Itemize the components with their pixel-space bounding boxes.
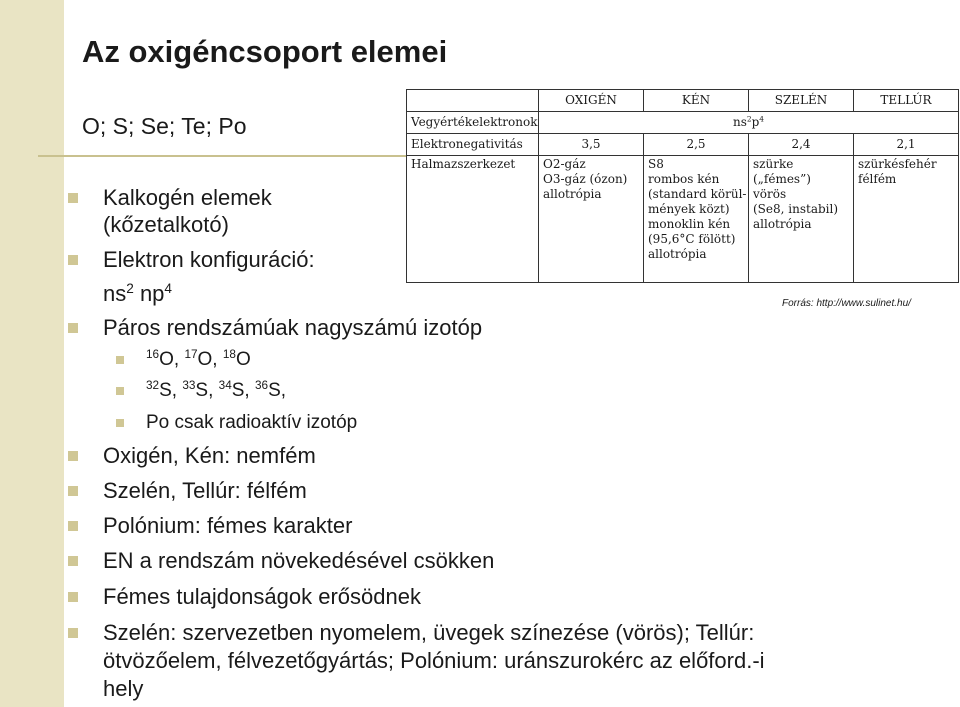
row-label-valence: Vegyértékelektronok (407, 112, 539, 134)
square-bullet-icon (68, 451, 78, 461)
square-bullet-icon (68, 255, 78, 265)
bullet-text: Páros rendszámúak nagyszámú izotóp (103, 315, 483, 340)
table-header-sulfur: KÉN (644, 90, 749, 112)
slide-title: Az oxigéncsoport elemei (82, 34, 448, 69)
left-decorative-band (0, 0, 64, 707)
square-bullet-icon (68, 323, 78, 333)
structure-tellurium: szürkésfehér félfém (854, 156, 959, 283)
valence-value: $ns^2p^4$ (539, 112, 959, 134)
en-sulfur: 2,5 (644, 134, 749, 156)
properties-table (406, 89, 959, 283)
structure-selenium: szürke („fémes”) vörös (Se8, instabil) allotrópia (749, 156, 854, 283)
bullet-text: Polónium: fémes karakter (103, 513, 353, 538)
bullet-text: Kalkogén elemek (103, 185, 272, 210)
table-header-empty (407, 90, 539, 112)
sulfur-isotopes: $^{32}$S, $^{33}$S, $^{34}$S, $^{36}$S, (146, 378, 287, 401)
en-oxygen: 3,5 (539, 134, 644, 156)
bullet-text: (kőzetalkotó) (103, 212, 229, 237)
bullet-text: hely (103, 676, 144, 701)
bullet-text: Fémes tulajdonságok erősödnek (103, 584, 421, 609)
square-bullet-icon (68, 521, 78, 531)
table-header-row (407, 90, 959, 112)
electron-config: $ns^2$ $np^4$ (103, 280, 172, 306)
bullet-text: Szelén, Tellúr: félfém (103, 478, 307, 503)
title-divider (38, 155, 406, 157)
square-bullet-icon (116, 387, 124, 395)
table-header-oxygen: OXIGÉN (539, 90, 644, 112)
en-selenium: 2,4 (749, 134, 854, 156)
en-tellurium: 2,1 (854, 134, 959, 156)
row-label-electronegativity: Elektronegativitás (407, 134, 539, 156)
square-bullet-icon (68, 592, 78, 602)
bullet-text: ötvözőelem, félvezetőgyártás; Polónium: uránszurokérc az előford.-i (103, 648, 765, 673)
table-header-selenium: SZELÉN (749, 90, 854, 112)
square-bullet-icon (68, 556, 78, 566)
table-header-tellurium: TELLÚR (854, 90, 959, 112)
slide-subtitle: O; S; Se; Te; Po (82, 113, 247, 139)
table-row (407, 156, 959, 283)
square-bullet-icon (68, 628, 78, 638)
structure-sulfur: S8 rombos kén (standard körül- mények közt) monoklin kén (95,6°C fölött) allotrópia (644, 156, 749, 283)
bullet-text: Szelén: szervezetben nyomelem, üvegek színezése (vörös); Tellúr: (103, 620, 755, 645)
structure-oxygen: O2-gáz O3-gáz (ózon) allotrópia (539, 156, 644, 283)
table-row (407, 112, 959, 134)
source-caption: Forrás: http://www.sulinet.hu/ (782, 298, 911, 309)
table-row (407, 134, 959, 156)
square-bullet-icon (116, 356, 124, 364)
oxygen-isotopes: $^{16}$O, $^{17}$O, $^{18}$O (146, 347, 251, 370)
bullet-text: Elektron konfiguráció: (103, 247, 315, 272)
bullet-text: Oxigén, Kén: nemfém (103, 443, 316, 468)
square-bullet-icon (68, 486, 78, 496)
square-bullet-icon (68, 193, 78, 203)
bullet-text: EN a rendszám növekedésével csökken (103, 548, 495, 573)
square-bullet-icon (116, 419, 124, 427)
bullet-text: Po csak radioaktív izotóp (146, 412, 358, 433)
row-label-structure: Halmazszerkezet (407, 156, 539, 283)
